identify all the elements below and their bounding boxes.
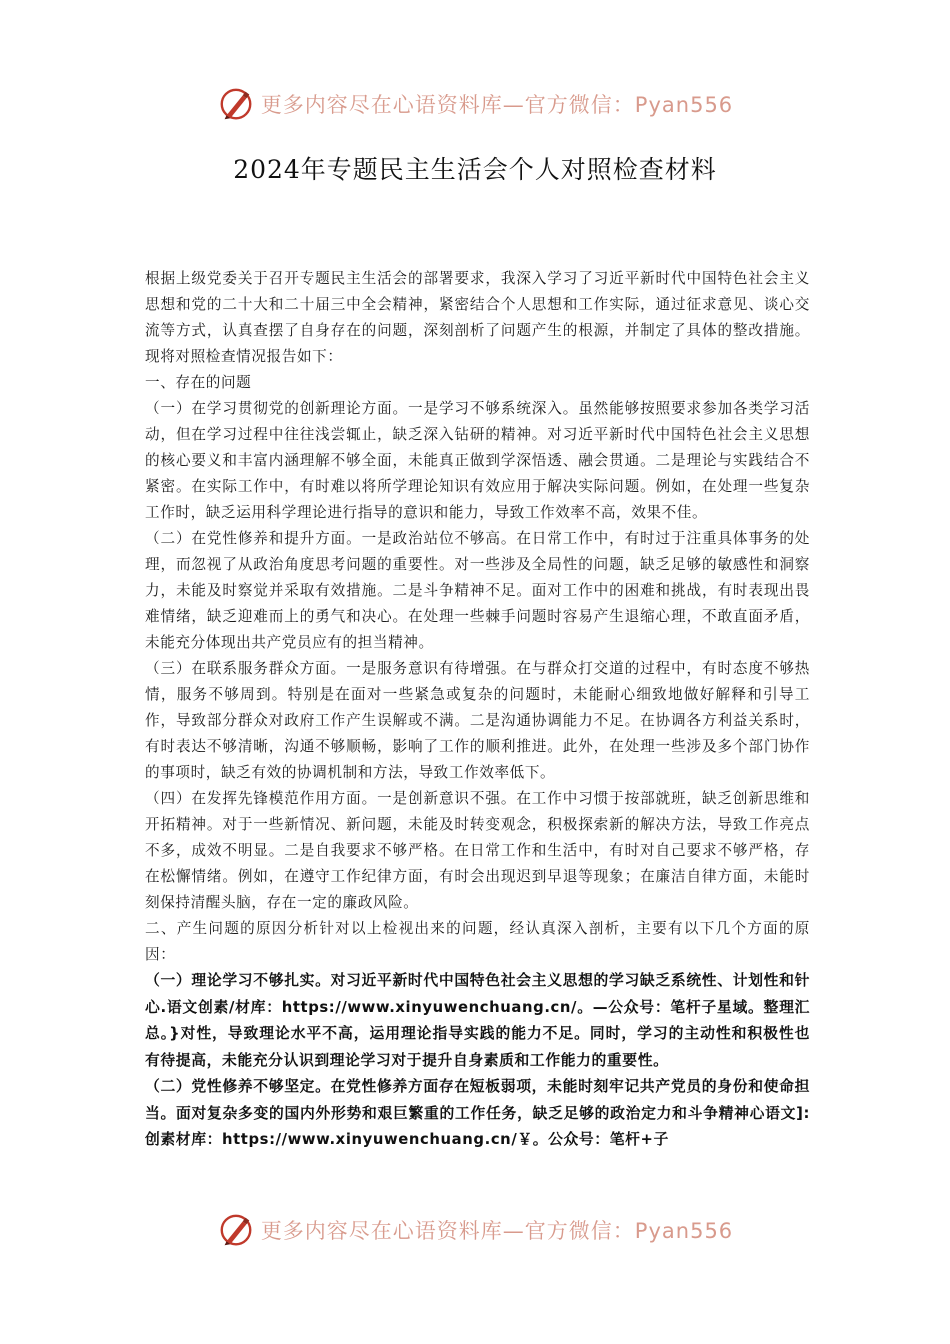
- section-heading: 一、存在的问题: [145, 374, 252, 391]
- banner-text: 更多内容尽在心语资料库—官方微信：Pyan556: [260, 1219, 734, 1243]
- paragraph: （四）在发挥先锋模范作用方面。一是创新意识不强。在工作中习惯于按部就班，缺乏创新思维和开拓精神。对于一些新情况、新问题，未能及时转变观念，积极探索新的解决方法，导致工作亮点不多，成效不明显。二是自我要求不够严格。在日常工作和生活中，有时对自己要求不够严格，存在松懈情绪。例如，在遵守工作纪律方面，有时会出现迟到早退等现象；在廉洁自律方面，未能时刻保持清醒头脑，存在一定的廉政风险。: [145, 790, 810, 911]
- paragraph: 根据上级党委关于召开专题民主生活会的部署要求，我深入学习了习近平新时代中国特色社会主义思想和党的二十大和二十届三中全会精神，紧密结合个人思想和工作实际，通过征求意见、谈心交流等方式，认真查摆了自身存在的问题，深刻剖析了问题产生的根源，并制定了具体的整改措施。现将对照检查情况报告如下：: [145, 270, 810, 365]
- banner-text: 更多内容尽在心语资料库—官方微信：Pyan556: [260, 93, 734, 117]
- bold-paragraph: （一）理论学习不够扎实。对习近平新时代中国特色社会主义思想的学习缺乏系统性、计划性和针心.语文创素/材库：https://www.xinyuwenchuang.cn/。—公众号：笔杆子星域。整理汇总。}对性，导致理论水平不高，运用理论指导实践的能力不足。同时，学习的主动性和积极性也有待提高，未能充分认识到理论学习对于提升自身素质和工作能力的重要性。: [145, 972, 810, 1069]
- paragraph: （一）在学习贯彻党的创新理论方面。一是学习不够系统深入。虽然能够按照要求参加各类学习活动，但在学习过程中往往浅尝辄止，缺乏深入钻研的精神。对习近平新时代中国特色社会主义思想的核心要义和丰富内涵理解不够全面，未能真正做到学深悟透、融会贯通。二是理论与实践结合不紧密。在实际工作中，有时难以将所学理论知识有效应用于解决实际问题。例如，在处理一些复杂工作时，缺乏运用科学理论进行指导的意识和能力，导致工作效率不高，效果不佳。: [145, 400, 810, 521]
- section-heading: 二、产生问题的原因分析针对以上检视出来的问题，经认真深入剖析，主要有以下几个方面的原因：: [145, 920, 810, 963]
- header-banner: [0, 80, 950, 128]
- document-body: [145, 266, 810, 1154]
- pen-circle-logo-icon: [217, 1211, 255, 1249]
- bold-paragraph: （二）党性修养不够坚定。在党性修养方面存在短板弱项，未能时刻牢记共产党员的身份和使命担当。面对复杂多变的国内外形势和艰巨繁重的工作任务，缺乏足够的政治定力和斗争精神心语文]:创素材库：https://www.xinyuwenchuang.cn/￥。公众号：笔杆+子: [145, 1078, 810, 1148]
- document-title: 2024年专题民主生活会个人对照检查材料: [233, 155, 717, 184]
- paragraph: （三）在联系服务群众方面。一是服务意识有待增强。在与群众打交道的过程中，有时态度不够热情，服务不够周到。特别是在面对一些紧急或复杂的问题时，未能耐心细致地做好解释和引导工作，导致部分群众对政府工作产生误解或不满。二是沟通协调能力不足。在协调各方利益关系时，有时表达不够清晰，沟通不够顺畅，影响了工作的顺利推进。此外，在处理一些涉及多个部门协作的事项时，缺乏有效的协调机制和方法，导致工作效率低下。: [145, 660, 810, 781]
- paragraph: （二）在党性修养和提升方面。一是政治站位不够高。在日常工作中，有时过于注重具体事务的处理，而忽视了从政治角度思考问题的重要性。对一些涉及全局性的问题，缺乏足够的敏感性和洞察力，未能及时察觉并采取有效措施。二是斗争精神不足。面对工作中的困难和挑战，有时表现出畏难情绪，缺乏迎难而上的勇气和决心。在处理一些棘手问题时容易产生退缩心理，不敢直面矛盾，未能充分体现出共产党员应有的担当精神。: [145, 530, 810, 651]
- footer-banner: [0, 1206, 950, 1254]
- pen-circle-logo-icon: [217, 85, 255, 123]
